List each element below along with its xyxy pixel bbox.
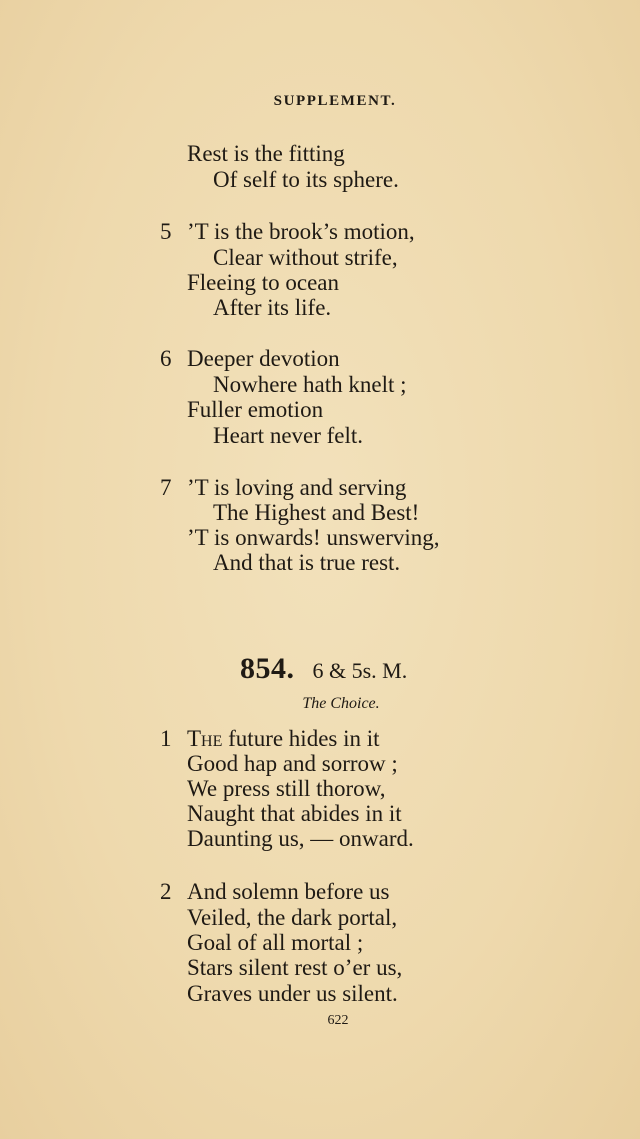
- verse-line: Goal of all mortal ;: [187, 930, 364, 955]
- verse-line: Naught that abides in it: [187, 801, 402, 826]
- hymn-heading: [240, 652, 407, 686]
- verse-number: 5: [160, 219, 172, 244]
- verse-line: Nowhere hath knelt ;: [213, 372, 407, 397]
- verse-line: Veiled, the dark portal,: [187, 905, 398, 930]
- running-header: SUPPLEMENT.: [273, 93, 397, 109]
- verse-line: Fleeing to ocean: [187, 270, 340, 295]
- verse-line: The Highest and Best!: [213, 500, 420, 525]
- verse-line: After its life.: [213, 295, 332, 320]
- verse-line: ’T is onwards! unswerving,: [187, 525, 440, 550]
- verse-line: Clear without strife,: [213, 245, 398, 270]
- verse-number: 1: [160, 726, 172, 751]
- verse-line: ’T is loving and serving: [187, 475, 407, 500]
- verse-number: 7: [160, 475, 172, 500]
- verse-line: And that is true rest.: [213, 550, 401, 575]
- hymn-meter: 6 & 5s. M.: [312, 658, 408, 683]
- page-number: 622: [327, 1013, 349, 1028]
- initial-word: The: [187, 726, 223, 751]
- verse-line: We press still thorow,: [187, 776, 386, 801]
- verse-line: Good hap and sorrow ;: [187, 751, 398, 776]
- verse-line: Deeper devotion: [187, 346, 340, 371]
- verse-line: Graves under us silent.: [187, 981, 398, 1006]
- verse-line: Of self to its sphere.: [213, 167, 399, 192]
- verse-line: [187, 726, 380, 752]
- line-rest: future hides in it: [222, 726, 380, 751]
- verse-line: ’T is the brook’s motion,: [187, 219, 415, 244]
- verse-line: Rest is the fitting: [187, 141, 345, 166]
- verse-line: Fuller emotion: [187, 397, 324, 422]
- hymn-title: The Choice.: [302, 695, 380, 712]
- verse-line: Heart never felt.: [213, 423, 364, 448]
- verse-line: Daunting us, — onward.: [187, 826, 414, 851]
- verse-line: Stars silent rest o’er us,: [187, 955, 403, 980]
- verse-number: 6: [160, 346, 172, 371]
- hymn-number: 854.: [240, 652, 295, 685]
- verse-number: 2: [160, 879, 172, 904]
- verse-line: And solemn before us: [187, 879, 390, 904]
